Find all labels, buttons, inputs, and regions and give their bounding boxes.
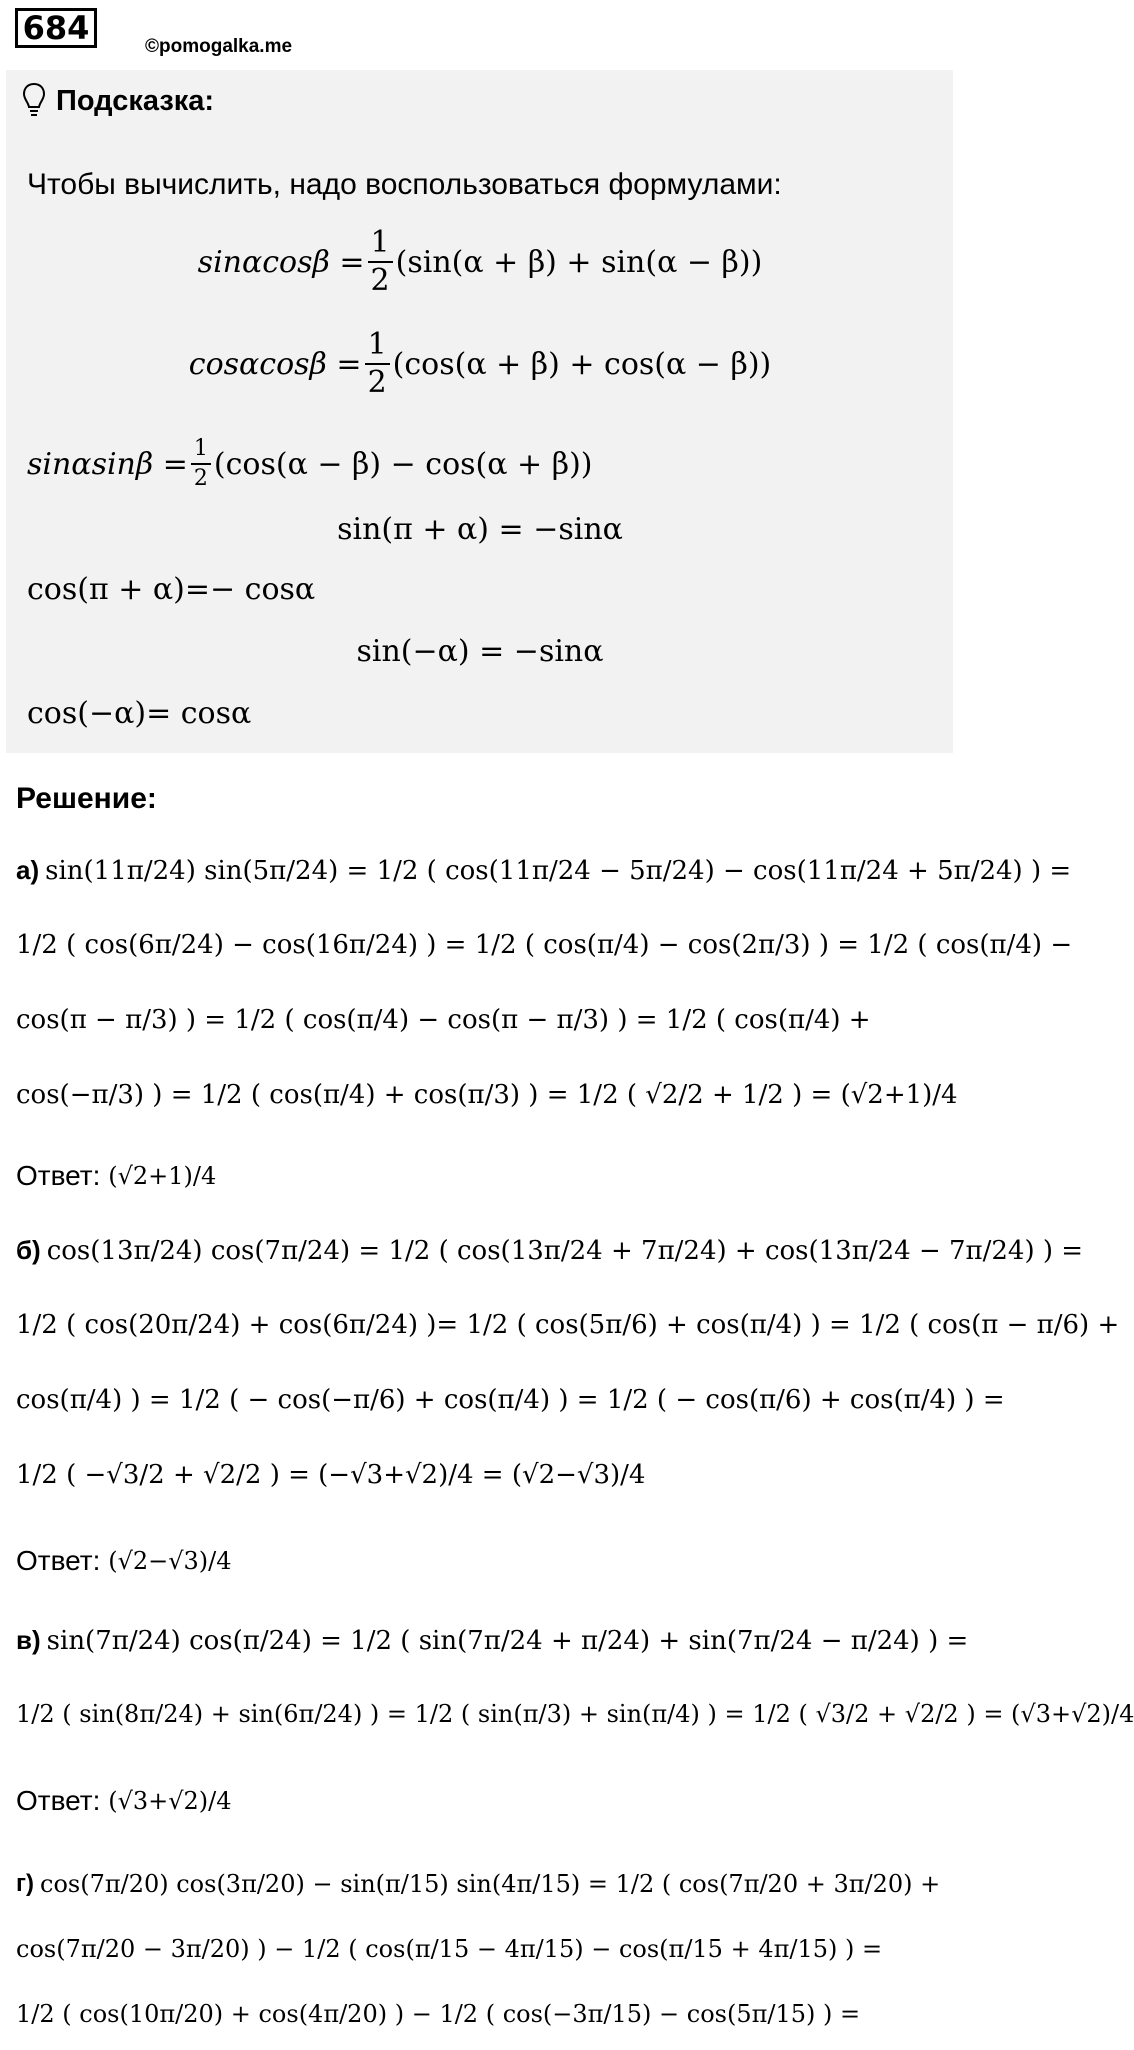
formula-left: sinαsinβ = [27,446,188,482]
answer-a-value: (√2+1)/4 [108,1162,217,1190]
lightbulb-icon [22,82,46,120]
formula-cos-neg: cos(−α)= cosα [27,696,252,731]
answer-b-value: (√2−√3)/4 [108,1547,232,1575]
formula-right: (cos(α + β) + cos(α − β)) [392,346,772,382]
solution-a-line-2: 1/2 ( cos(6π/24) − cos(16π/24) ) = 1/2 ( cos(π/4) − cos(2π/3) ) = 1/2 ( cos(π/4) − [16,930,1073,960]
formula-right: (sin(α + β) + sin(α − β)) [395,244,763,280]
formula-cos-pi-plus: cos(π + α)=− cosα [27,572,316,607]
part-b-label: б) [16,1235,41,1265]
solution-g-line-1: г) cos(7π/20) cos(3π/20) − sin(π/15) sin(4π/15) = 1/2 ( cos(7π/20 + 3π/20) + [16,1870,941,1898]
formula-left: cosαcosβ = [188,346,362,382]
part-v-label: в) [16,1625,41,1655]
formula-sin-neg: sin(−α) = −sinα [356,634,604,669]
task-number: 684 [15,8,97,48]
solution-b-line-1: б) cos(13π/24) cos(7π/24) = 1/2 ( cos(13π/24 + 7π/24) + cos(13π/24 − 7π/24) ) = [16,1235,1084,1266]
solution-v-line-1: в) sin(7π/24) cos(π/24) = 1/2 ( sin(7π/24 + π/24) + sin(7π/24 − π/24) ) = [16,1625,969,1656]
solution-g-line-2: cos(7π/20 − 3π/20) ) − 1/2 ( cos(π/15 − 4π/15) − cos(π/15 + 4π/15) ) = [16,1935,883,1963]
solution-title: Решение: [16,782,157,815]
formula-sin-cos [0,225,960,298]
hint-intro: Чтобы вычислить, надо воспользоваться формулами: [27,168,782,201]
solution-b-line-2: 1/2 ( cos(20π/24) + cos(6π/24) )= 1/2 ( cos(5π/6) + cos(π/4) ) = 1/2 ( cos(π − π/6) + [16,1310,1120,1340]
solution-a-line-1: а) sin(11π/24) sin(5π/24) = 1/2 ( cos(11π/24 − 5π/24) − cos(11π/24 + 5π/24) ) = [16,855,1072,886]
solution-b-line-4: 1/2 ( −√3/2 + √2/2 ) = (−√3+√2)/4 = (√2−√3)/4 [16,1460,646,1490]
solution-a-line-4: cos(−π/3) ) = 1/2 ( cos(π/4) + cos(π/3) ) = 1/2 ( √2/2 + 1/2 ) = (√2+1)/4 [16,1080,958,1110]
solution-v-line-2: 1/2 ( sin(8π/24) + sin(6π/24) ) = 1/2 ( sin(π/3) + sin(π/4) ) = 1/2 ( √3/2 + √2/2 ) = (√3+√2)/4 [16,1700,1134,1728]
formula-sin-sin [27,438,592,490]
answer-v: Ответ: (√3+√2)/4 [16,1785,232,1816]
part-g-label: г) [16,1870,34,1897]
answer-v-value: (√3+√2)/4 [108,1787,232,1815]
answer-b: Ответ: (√2−√3)/4 [16,1545,232,1576]
part-a-label: а) [16,855,40,885]
site-watermark: ©pomogalka.me [145,36,293,57]
fraction-half: $\frac{1}{2}$ [191,438,211,490]
formula-right: (cos(α − β) − cos(α + β)) [213,446,593,482]
formula-cos-cos [0,327,960,400]
hint-title [22,82,214,120]
solution-b-line-3: cos(π/4) ) = 1/2 ( − cos(−π/6) + cos(π/4) ) = 1/2 ( − cos(π/6) + cos(π/4) ) = [16,1385,1005,1415]
answer-a: Ответ: (√2+1)/4 [16,1160,217,1191]
fraction-half: $\frac{1}{2}$ [368,228,393,296]
hint-title-text: Подсказка: [56,84,215,117]
solution-g-line-3: 1/2 ( cos(10π/20) + cos(4π/20) ) − 1/2 ( cos(−3π/15) − cos(5π/15) ) = [16,2000,861,2028]
fraction-half: $\frac{1}{2}$ [365,330,390,398]
formula-sin-pi-plus: sin(π + α) = −sinα [337,512,623,547]
solution-a-line-3: cos(π − π/3) ) = 1/2 ( cos(π/4) − cos(π − π/3) ) = 1/2 ( cos(π/4) + [16,1005,871,1035]
formula-left: sinαcosβ = [197,244,365,280]
